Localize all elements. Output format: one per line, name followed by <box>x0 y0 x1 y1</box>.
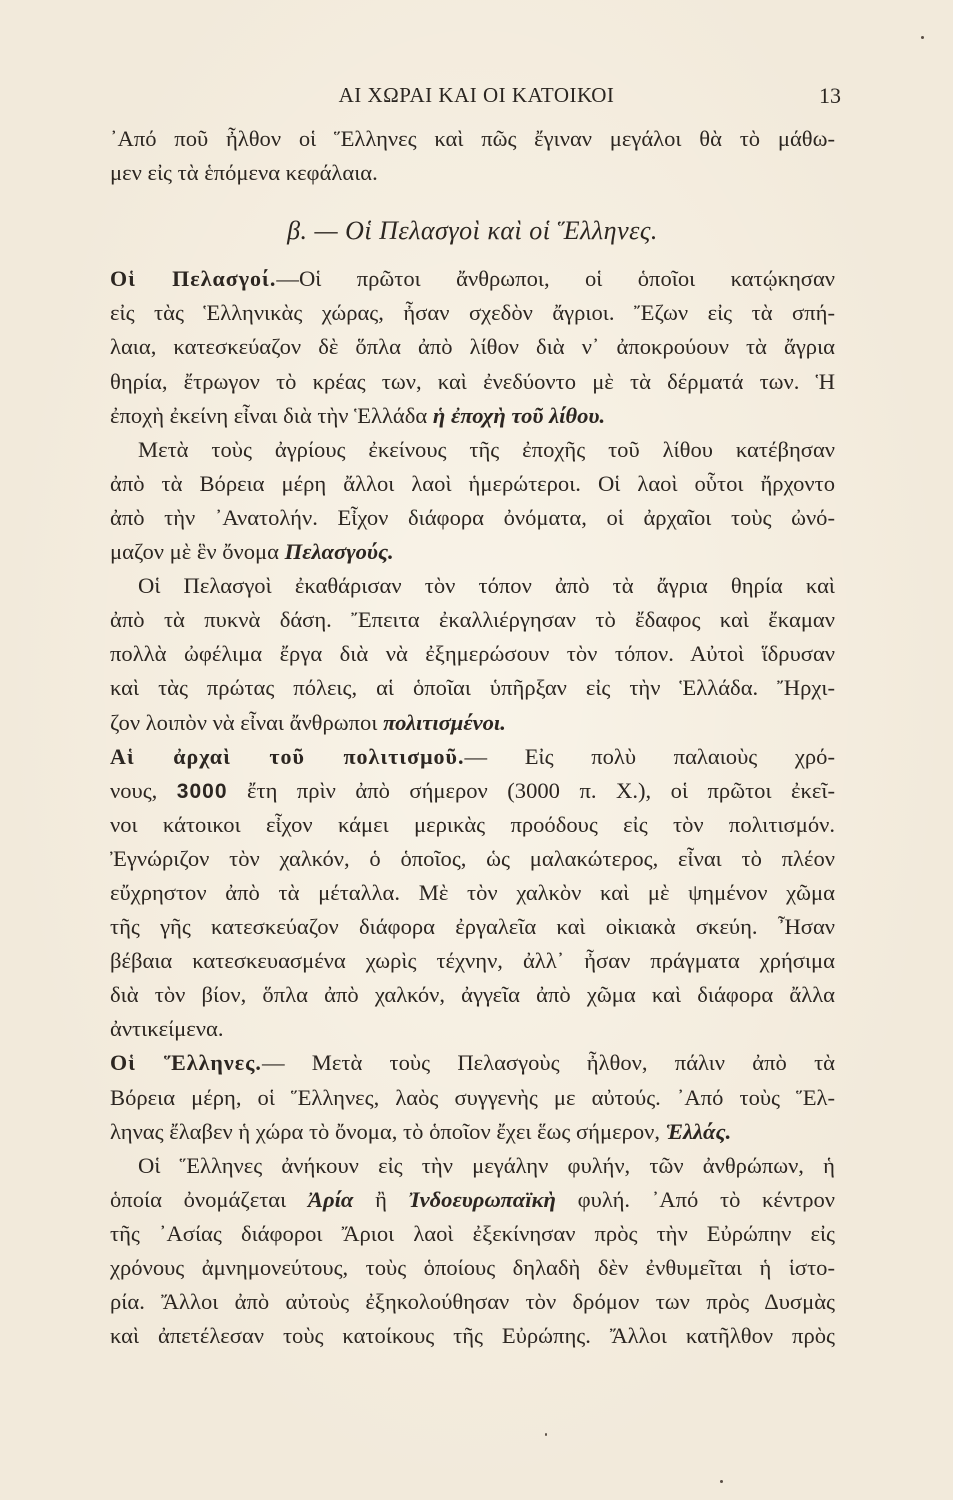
emphasis-indoeuropean: Ἰνδοευρωπαϊκὴ <box>408 1186 556 1212</box>
text-line: εὔχρηστον ἀπὸ τὰ μέταλλα. Μὲ τὸν χαλκὸν καὶ μὲ ψημένον χῶμα <box>110 879 835 905</box>
text-line: ἀπὸ τὰ πυκνὰ δάση. Ἔπειτα ἐκαλλιέργησαν τὸ ἔδαφος καὶ ἔκαμαν <box>110 607 835 633</box>
page-number: 13 <box>819 83 841 108</box>
text-run: ἐποχὴ ἐκείνη εἶναι διὰ τὴν Ἑλλάδα <box>110 402 433 428</box>
text-line: βέβαια κατεσκευασμένα χωρὶς τέχνην, ἀλλ᾿ ἦσαν πράγματα χρήσιμα <box>110 948 835 974</box>
text-line: χρόνους ἀμνημονεύτους, τοὺς ὁποίους δηλαδὴ δὲν ἐνθυμεῖται ἡ ἱστο- <box>110 1255 835 1280</box>
text-line: Ἐγνώριζον τὸν χαλκόν, ὁ ὁποῖος, ὡς μαλακώτερος, εἶναι τὸ πλέον <box>110 845 835 871</box>
text-line: καὶ ἀπετέλεσαν τοὺς κατοίκους τῆς Εὐρώπης. Ἄλλοι κατῆλθον πρὸς <box>110 1323 835 1349</box>
paper-speck <box>545 1433 547 1436</box>
spacer <box>110 248 835 262</box>
text-line: διὰ τὸν βίον, ὅπλα ἀπὸ χαλκόν, ἀγγεῖα ἀπὸ χῶμα καὶ διάφορα ἄλλα <box>110 982 835 1008</box>
body-text <box>110 122 835 1353</box>
text-line <box>110 740 835 774</box>
text-line: καὶ τὰς πρώτας πόλεις, αἱ ὁποῖαι ὑπῆρξαν εἰς τὴν Ἑλλάδα. Ἤρχι- <box>110 675 835 701</box>
text-line <box>110 706 835 740</box>
text-line <box>110 1046 835 1080</box>
text-line: Οἱ Ἕλληνες ἀνήκουν εἰς τὴν μεγάλην φυλήν, τῶν ἀνθρώπων, ἡ <box>138 1152 835 1178</box>
page-header <box>0 83 953 113</box>
paragraph-heading-civilization: Αἱ ἀρχαὶ τοῦ πολιτισμοῦ. <box>110 743 465 769</box>
text-line: ἀντικείμενα. <box>110 1016 224 1042</box>
year-3000: 3000 <box>176 779 228 803</box>
text-line: Μετὰ τοὺς ἀγρίους ἐκείνους τῆς ἐποχῆς τοῦ λίθου κατέβησαν <box>138 436 835 462</box>
paper-speck <box>720 1480 723 1483</box>
text-line: Βόρεια μέρη, οἱ Ἕλληνες, λαὸς συγγενὴς με αὐτούς. ᾿Από τοὺς Ἕλ- <box>110 1084 835 1110</box>
text-run: μαζον μὲ ἓν ὄνομα <box>110 539 285 565</box>
text-line: εἰς τὰς Ἑλληνικὰς χώρας, ἦσαν σχεδὸν ἄγριοι. Ἔζων εἰς τὰ σπή- <box>110 300 835 326</box>
text-line: ᾿Από ποῦ ἦλθον οἱ Ἕλληνες καὶ πῶς ἔγιναν μεγάλοι θὰ τὸ μάθω- <box>110 126 835 151</box>
text-line <box>110 262 835 296</box>
text-line: μεν εἰς τὰ ἑπόμενα κεφάλαια. <box>110 160 378 186</box>
text-line: ἀπὸ τὰ Βόρεια μέρη ἄλλοι λαοὶ ἡμερώτεροι. Οἱ λαοὶ οὗτοι ἤρχοντο <box>110 470 835 496</box>
text-run: — Μετὰ τοὺς Πελασγοὺς ἦλθον, πάλιν ἀπὸ τὰ <box>261 1050 835 1076</box>
emphasis-civilized: πολιτισμένοι. <box>383 709 506 735</box>
running-title: ΑΙ ΧΩΡΑΙ ΚΑΙ ΟΙ ΚΑΤΟΙΚΟΙ <box>338 83 615 107</box>
emphasis-hellas: Ἑλλάς. <box>665 1118 732 1144</box>
section-title: β. — Οἱ Πελασγοὶ καὶ οἱ Ἕλληνες. <box>287 216 658 246</box>
text-run: φυλή. ᾿Από τὸ κέντρον <box>555 1186 835 1212</box>
text-line <box>110 1183 835 1217</box>
text-line: λαια, κατεσκεύαζον δὲ ὅπλα ἀπὸ λίθον διὰ ν᾿ ἀποκρούουν τὰ ἄγρια <box>110 334 835 360</box>
paper-speck <box>921 36 924 39</box>
text-run: ζον λοιπὸν νὰ εἶναι ἄνθρωποι <box>110 709 384 735</box>
text-line: ρία. Ἄλλοι ἀπὸ αὐτοὺς ἐξηκολούθησαν τὸν δρόμον των πρὸς Δυσμὰς <box>110 1289 835 1315</box>
emphasis-stone-age: ἡ ἐποχὴ τοῦ λίθου. <box>432 402 606 428</box>
emphasis-pelasgoi: Πελασγούς. <box>284 539 394 565</box>
text-line: πολλὰ ὠφέλιμα ἔργα διὰ νὰ ἐξημερώσουν τὸν τόπον. Αὐτοὶ ἵδρυσαν <box>110 641 835 667</box>
text-run: νους, <box>110 777 177 803</box>
section-heading <box>110 214 835 248</box>
emphasis-aria: Ἀρία <box>307 1186 354 1212</box>
spacer <box>110 190 835 214</box>
text-run: ὁποία ὀνομάζεται <box>110 1186 308 1212</box>
text-run: —Οἱ πρῶτοι ἄνθρωποι, οἱ ὁποῖοι κατῴκησαν <box>276 266 836 292</box>
text-run: ἢ <box>353 1186 409 1212</box>
text-line: θηρία, ἔτρωγον τὸ κρέας των, καὶ ἐνεδύοντο μὲ τὰ δέρματά των. Ἡ <box>110 368 835 394</box>
text-line: τῆς ᾿Ασίας διάφοροι Ἄριοι λαοὶ ἐξεκίνησαν πρὸς τὴν Εὐρώπην εἰς <box>110 1220 835 1246</box>
paragraph-heading-hellenes: Οἱ Ἕλληνες. <box>110 1050 262 1076</box>
text-line <box>110 399 835 433</box>
text-run: — Εἰς πολὺ παλαιοὺς χρό- <box>464 743 836 769</box>
text-run: ληνας ἔλαβεν ἡ χώρα τὸ ὄνομα, τὸ ὁποῖον ἔχει ἕως σήμερον, <box>110 1118 666 1144</box>
text-line: Οἱ Πελασγοὶ ἐκαθάρισαν τὸν τόπον ἀπὸ τὰ ἄγρια θηρία καὶ <box>138 573 835 599</box>
text-line: νοι κάτοικοι εἶχον κάμει μερικὰς προόδους εἰς τὸν πολιτισμόν. <box>110 811 835 837</box>
text-line: τῆς γῆς κατεσκεύαζον διάφορα ἐργαλεῖα καὶ οἰκιακὰ σκεύη. Ἦσαν <box>110 914 835 940</box>
paragraph-heading-pelasgoi: Οἱ Πελασγοί. <box>110 266 277 292</box>
text-line <box>110 535 835 569</box>
text-line <box>110 774 835 808</box>
text-run: ἔτη πρὶν ἀπὸ σήμερον (3000 π. Χ.), οἱ πρῶτοι ἐκεῖ- <box>227 777 835 803</box>
text-line <box>110 1115 835 1149</box>
text-line: ἀπὸ τὴν ᾿Ανατολήν. Εἶχον διάφορα ὀνόματα, οἱ ἀρχαῖοι τοὺς ὠνό- <box>110 504 835 530</box>
